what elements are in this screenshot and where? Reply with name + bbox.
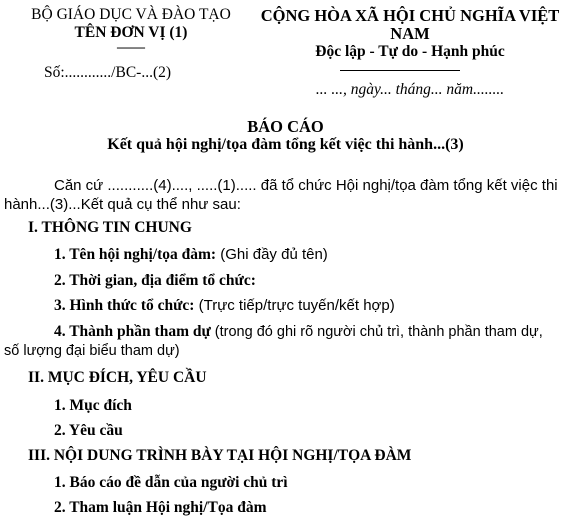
item-1-text: (Ghi đầy đủ tên) [216,246,328,263]
section-3-heading: III. NỘI DUNG TRÌNH BÀY TẠI HỘI NGHỊ/TỌA ĐÀM [28,447,412,464]
section-2-heading: II. MỤC ĐÍCH, YÊU CẦU [28,369,207,386]
item-3-text: (Trực tiếp/trực tuyến/kết hợp) [194,297,395,314]
section-3-item-1: 1. Báo cáo đề dẫn của người chủ trì [54,474,288,491]
item-4-label: 4. Thành phần tham dự [54,323,211,340]
item-4-text: (trong đó ghi rõ người chủ trì, thành phần tham dự, [210,324,543,340]
section-2-item-1: 1. Mục đích [54,397,132,414]
section-1-item-1 [54,246,328,264]
intro-line-2: hành...(3)...Kết quả cụ thể như sau: [4,196,241,213]
section-1-heading: I. THÔNG TIN CHUNG [28,219,192,236]
motto-underline [340,70,460,71]
section-1-item-3 [54,297,395,315]
report-title: BÁO CÁO [247,117,324,136]
section-1-item-2: 2. Thời gian, địa điểm tổ chức: [54,272,256,289]
motto: Độc lập - Tự do - Hạnh phúc [315,43,505,60]
country-name-line2: NAM [390,24,430,43]
intro-line-1: Căn cứ ...........(4)...., .....(1)..... đã tổ chức Hội nghị/tọa đàm tổng kết việc thi [54,177,558,194]
section-1-item-4 [54,323,543,341]
country-name-line1: CỘNG HÒA XÃ HỘI CHỦ NGHĨA VIỆT [260,6,560,25]
document-number: Số:............/BC-...(2) [44,64,172,81]
section-2-item-2: 2. Yêu cầu [54,422,123,439]
section-3-item-2: 2. Tham luận Hội nghị/Tọa đàm [54,499,267,516]
item-1-label: 1. Tên hội nghị/tọa đàm: [54,246,217,263]
item-3-label: 3. Hình thức tổ chức: [54,297,195,314]
section-1-item-4-line-2: số lượng đại biểu tham dự) [4,343,180,359]
report-subtitle: Kết quả hội nghị/tọa đàm tổng kết việc thi hành...(3) [107,136,464,153]
unit-name: TÊN ĐƠN VỊ (1) [74,24,188,41]
unit-separator: —— [117,40,145,55]
date-line: ... ..., ngày... tháng... năm........ [315,81,505,98]
ministry-name: BỘ GIÁO DỤC VÀ ĐÀO TẠO [31,6,231,23]
